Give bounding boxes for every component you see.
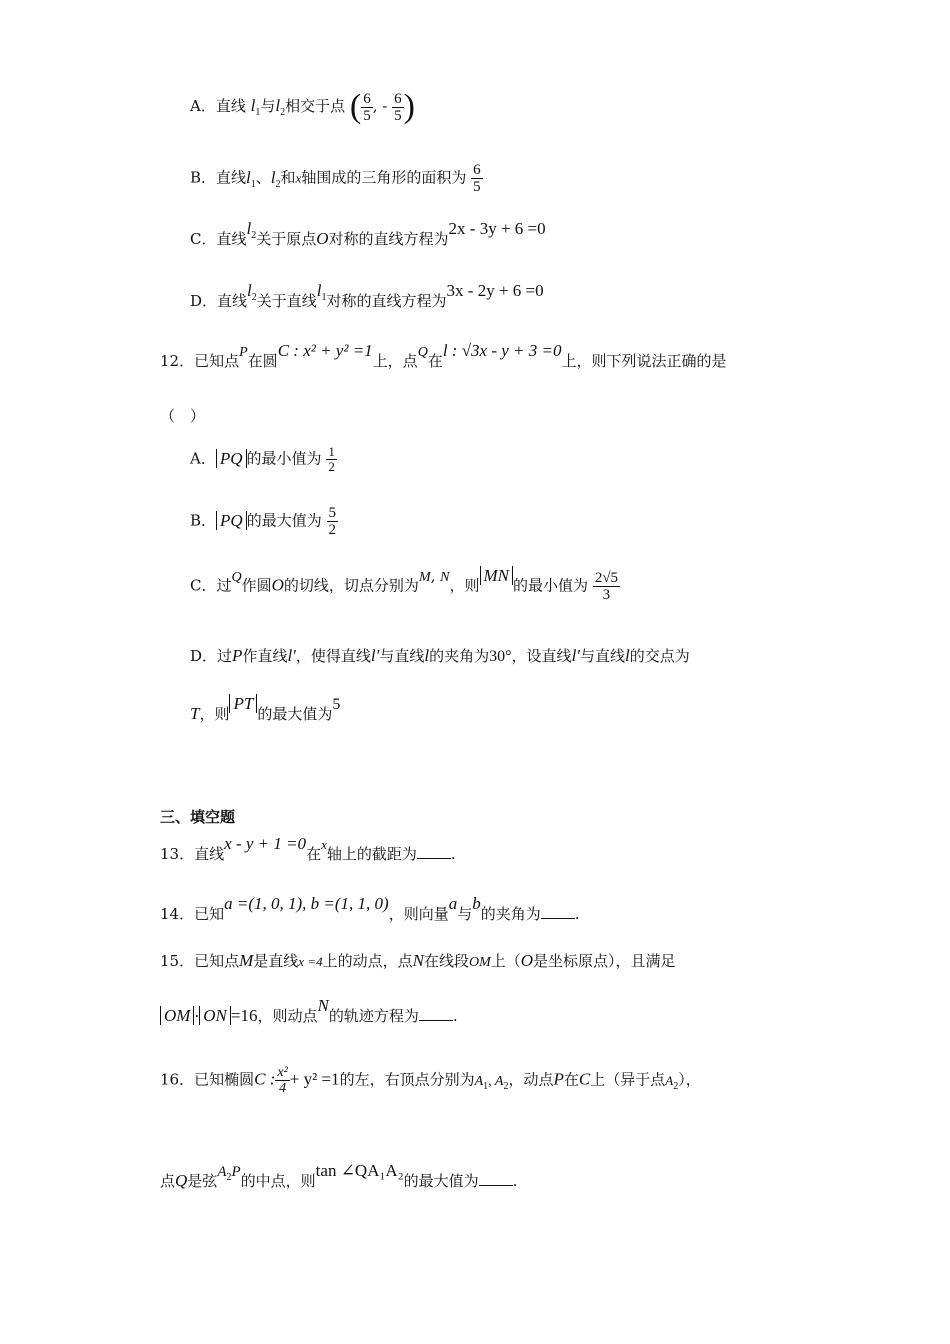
q15: 15．已知点M是直线x =4上的动点，点N在线段OM上（O是坐标原点），且满足 <box>160 951 676 970</box>
answer-blank[interactable] <box>479 1171 513 1186</box>
q15-cont: OM · ON =16，则动点N的轨迹方程为 . <box>160 1005 458 1026</box>
q12-option-b: B． PQ 的最大值为 $\frac{5}{2}$ <box>190 505 336 538</box>
q16: 16．已知椭圆C : $\frac{\text{x²}}{4}$ + y² =1的左，右顶点分别为$A_1$, $A_2$，动点P在C上（异于点$A_2$）， <box>160 1065 701 1096</box>
q12-option-d: D．过P作直线l′，使得直线l′与直线l的夹角为30°，设直线l′与直线l的交点为 <box>190 646 690 665</box>
q14: 14．已知a =(1, 0, 1), b =(1, 1, 0)，则向量a与b的夹角为 . <box>160 894 580 923</box>
q12-option-a: A． PQ 的最小值为 $\frac{1}{2}$ <box>190 444 335 474</box>
q11-option-d: D．直线$l_2$关于直线$l_1$对称的直线方程为3x - 2y + 6 =0 <box>190 281 544 310</box>
answer-blank[interactable] <box>417 844 451 859</box>
q12-stem: 12．已知点P在圆C : x² + y² =1上，点Q在l : √3x - y + 3 =0上，则下列说法正确的是 <box>160 341 727 370</box>
answer-blank[interactable] <box>419 1006 453 1021</box>
q16-cont: 点Q是弦$A_2P$的中点，则tan ∠QA₁A₂的最大值为 . <box>160 1161 518 1190</box>
q11-option-c: C．直线$l_2$关于原点O对称的直线方程为2x - 3y + 6 =0 <box>190 219 546 248</box>
q11-option-a: A．直线 $l_1$与$l_2$相交于点 ( $\frac{6}{5}$ , - $\frac{6}{5}$ ) <box>190 88 415 125</box>
q13: 13．直线x - y + 1 =0在x轴上的截距为 . <box>160 834 456 863</box>
q12-option-d-cont: T，则PT的最大值为5 <box>190 694 341 723</box>
q11-option-b: B．直线$l_1$、$l_2$和x轴围成的三角形的面积为 $\frac{6}{5}$ <box>190 162 481 195</box>
answer-blank[interactable] <box>541 904 575 919</box>
q12-bracket: （ ） <box>160 407 206 425</box>
q12-option-c: C．过Q作圆O的切线，切点分别为M, N，则MN的最小值为 $\frac{2√5}{3}$ <box>190 565 619 603</box>
section-heading: 三、填空题 <box>160 808 236 826</box>
